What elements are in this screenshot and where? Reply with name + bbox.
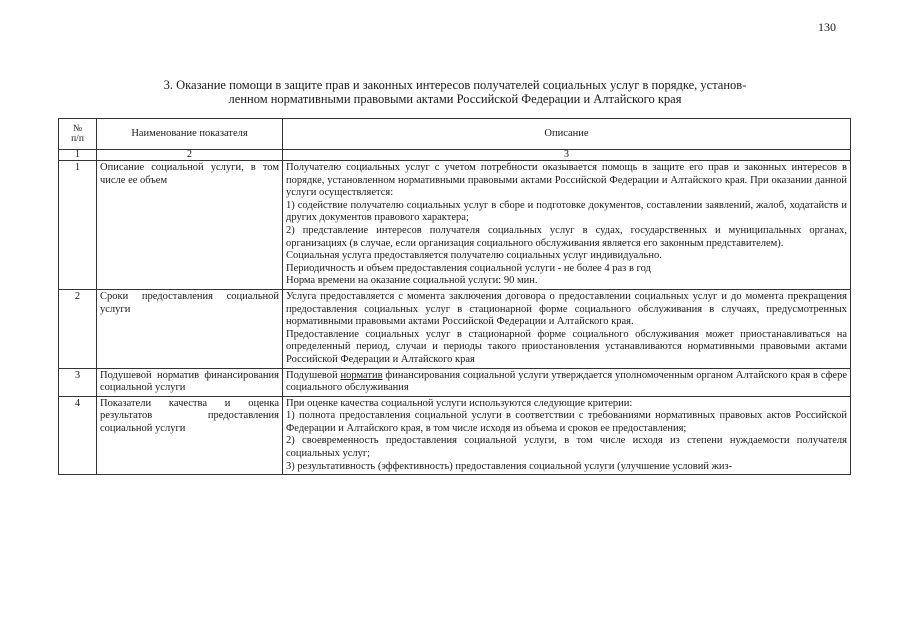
indicator-description	[283, 161, 851, 290]
table-row	[59, 161, 851, 290]
description-paragraph: Социальная услуга предоставляется получателю социальных услуг индивидуально.	[286, 250, 662, 262]
section-title-line-1: 3. Оказание помощи в защите прав и законных интересов получателей социальных услуг в порядке, установ-	[163, 78, 747, 92]
row-number: 1	[59, 161, 97, 290]
description-paragraph: Услуга предоставляется с момента заключения договора о предоставлении социальных услуг и до момента прекращения предоставления социальных услуг в стационарной форме социального обслуживания в случаях, предусмотренных нормативными правовыми актами Российской Федерации и Алтайского края.	[286, 290, 847, 328]
description-paragraph: 2) своевременность предоставления социальной услуги, в том числе исходя из степени нуждаемости получателя социальных услуг;	[286, 435, 847, 460]
indicator-description	[283, 368, 851, 396]
header-number-symbol: №	[72, 124, 83, 134]
row-number: 3	[59, 368, 97, 396]
table-row	[59, 289, 851, 368]
description-paragraph: Норма времени на оказание социальной услуги: 90 мин.	[286, 275, 538, 287]
indicator-name: Сроки предоставления социальной услуги	[97, 289, 283, 368]
description-paragraph: 1) полнота предоставления социальной услуги в соответствии с требованиями нормативных правовых актов Российской Федерации и Алтайского края, в том числе исходя из объема и сроков ее предоставления;	[286, 410, 847, 434]
table-header-row	[59, 119, 851, 150]
indicator-description	[283, 396, 851, 475]
description-text-end: финансирования социальной услуги утверждается уполномоченным органом Алтайского края в сфере социального обслуживания	[286, 369, 848, 394]
header-description: Описание	[283, 119, 851, 150]
indicator-name: Показатели качества и оценка результатов предоставления социальной услуги	[97, 396, 283, 475]
table-row	[59, 368, 851, 396]
header-indicator-name: Наименование показателя	[97, 119, 283, 150]
description-text-start: Подушевой	[286, 369, 341, 381]
description-paragraph: 1) содействие получателю социальных услуг в сборе и подготовке документов, составлении заявлений, жалоб, ходатайств и других документов правового характера;	[286, 199, 847, 224]
description-paragraph: 3) результативность (эффективность) предоставления социальной услуги (улучшение условий жиз-	[286, 460, 733, 472]
column-number: 2	[97, 150, 283, 161]
row-number: 2	[59, 289, 97, 368]
header-number	[59, 119, 97, 150]
header-number-abbr: п/п	[71, 134, 84, 144]
indicator-name: Подушевой норматив финансирования социальной услуги	[97, 368, 283, 396]
table-row	[59, 396, 851, 475]
column-number: 1	[59, 150, 97, 161]
description-paragraph: При оценке качества социальной услуги используются следующие критерии:	[286, 397, 633, 409]
description-paragraph: Периодичность и объем предоставления социальной услуги - не более 4 раз в год	[286, 262, 651, 274]
description-paragraph: 2) представление интересов получателя социальных услуг в судах, государственных и муниципальных органах, организациях (в случае, если организация социального обслуживания является его законным представителем).	[286, 224, 847, 249]
row-number: 4	[59, 396, 97, 475]
description-paragraph: Получателю социальных услуг с учетом потребности оказывается помощь в защите его прав и законных интересов в порядке, установленном нормативными правовыми актами Российской Федерации и Алтайского края. При оказании данной услуги осуществляется:	[286, 162, 847, 199]
description-paragraph: Предоставление социальных услуг в стационарной форме социального обслуживания может приостанавливаться на определенный период, случаи и периоды такого приостановления устанавливаются нормативными правовыми актами Российской Федерации и Алтайского края	[286, 328, 847, 365]
description-underlined-word: норматив	[340, 369, 383, 381]
page-number: 130	[818, 20, 836, 34]
section-title-line-2: ленном нормативными правовыми актами Российской Федерации и Алтайского края	[228, 92, 682, 106]
column-number-row	[59, 150, 851, 161]
section-title	[60, 78, 850, 106]
indicator-name: Описание социальной услуги, в том числе ее объем	[97, 161, 283, 290]
indicator-description	[283, 289, 851, 368]
indicators-table	[58, 118, 851, 475]
column-number: 3	[283, 150, 851, 161]
